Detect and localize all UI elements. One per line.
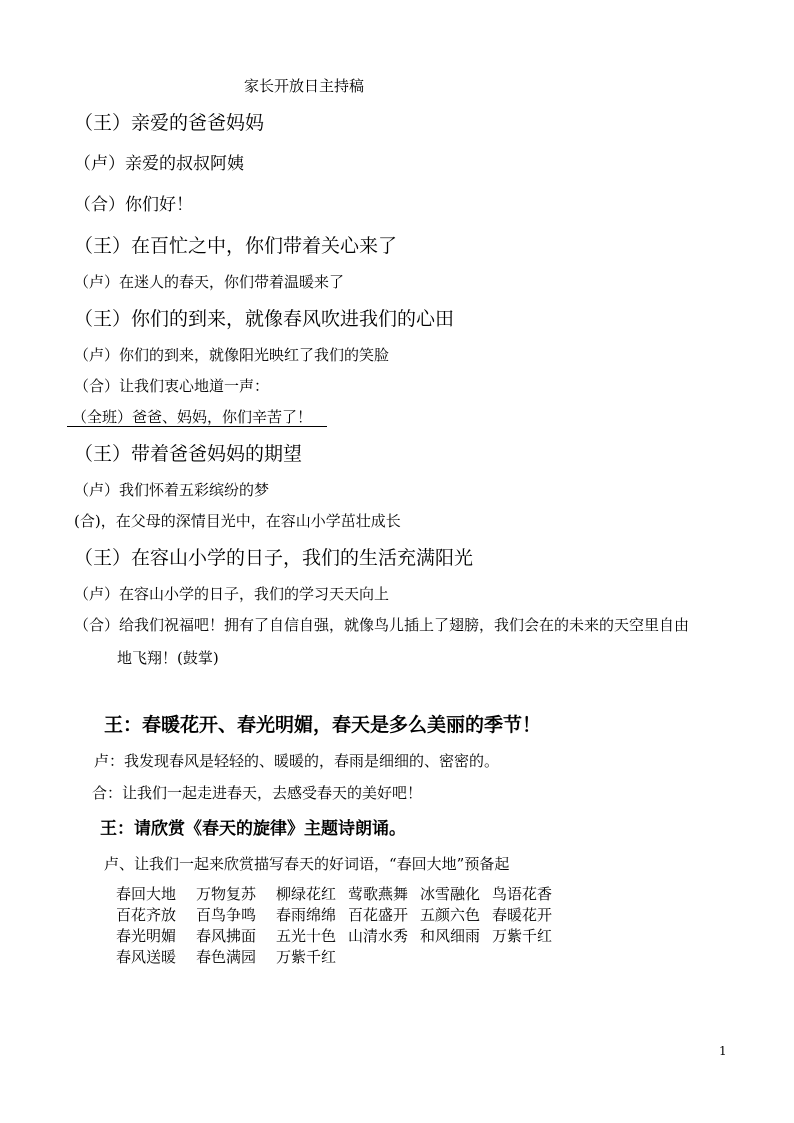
word-item: 春色满园 — [196, 948, 257, 966]
word-item: 冰雪融化 — [420, 885, 481, 903]
line-wang-1: （王）亲爱的爸爸妈妈 — [74, 112, 265, 134]
word-item: 和风细雨 — [420, 927, 481, 945]
line-wang-2: （王）在百忙之中，你们带着关心来了 — [74, 235, 398, 257]
page-title: 家长开放日主持稿 — [244, 77, 365, 95]
word-item: 万紫千红 — [276, 948, 337, 966]
word-item: 春风送暖 — [116, 948, 177, 966]
spring-words-grid — [116, 883, 564, 967]
word-item: 百花盛开 — [348, 906, 409, 924]
part2-wang-1: 王：春暖花开、春光明媚，春天是多么美丽的季节！ — [104, 714, 542, 736]
line-he-4-cont: 地飞翔！(鼓掌) — [117, 649, 219, 667]
word-item: 万紫千红 — [492, 927, 553, 945]
underline-rule — [67, 426, 327, 427]
word-item: 五光十色 — [276, 927, 337, 945]
line-lu-5: （卢）在容山小学的日子，我们的学习天天向上 — [74, 585, 390, 603]
word-item: 百鸟争鸣 — [196, 906, 257, 924]
part2-wang-2: 王：请欣赏《春天的旋律》主题诗朗诵。 — [100, 819, 406, 839]
part2-he-1: 合：让我们一起走进春天，去感受春天的美好吧！ — [92, 784, 423, 802]
part2-lu-1: 卢：我发现春风是轻轻的、暖暖的，春雨是细细的、密密的。 — [94, 752, 500, 770]
part2-lu-2: 卢、让我们一起来欣赏描写春天的好词语，“春回大地”预备起 — [104, 855, 510, 873]
word-item: 春雨绵绵 — [276, 906, 337, 924]
line-lu-2: （卢）在迷人的春天，你们带着温暖来了 — [74, 273, 345, 291]
word-row — [116, 883, 564, 904]
line-wang-5: （王）在容山小学的日子，我们的生活充满阳光 — [74, 547, 474, 569]
word-item: 柳绿花红 — [276, 885, 337, 903]
word-item: 万物复苏 — [196, 885, 257, 903]
word-row — [116, 946, 564, 967]
word-item: 百花齐放 — [116, 906, 177, 924]
line-wang-3: （王）你们的到来，就像春风吹进我们的心田 — [74, 308, 455, 330]
word-item: 春光明媚 — [116, 927, 177, 945]
line-he-1: （合）你们好！ — [74, 195, 193, 215]
line-class: （全班）爸爸、妈妈，你们辛苦了！ — [72, 408, 313, 426]
line-lu-4: （卢）我们怀着五彩缤纷的梦 — [74, 481, 270, 499]
line-lu-3: （卢）你们的到来，就像阳光映红了我们的笑脸 — [74, 346, 390, 364]
word-item: 莺歌燕舞 — [348, 885, 409, 903]
word-item: 春风拂面 — [196, 927, 257, 945]
word-item: 鸟语花香 — [492, 885, 553, 903]
word-item: 春回大地 — [116, 885, 177, 903]
word-row — [116, 925, 564, 946]
line-wang-4: （王）带着爸爸妈妈的期望 — [74, 443, 303, 465]
line-he-4: （合）给我们祝福吧！拥有了自信自强，就像鸟儿插上了翅膀，我们会在的未来的天空里自由 — [74, 616, 690, 634]
word-item: 五颜六色 — [420, 906, 481, 924]
word-row — [116, 904, 564, 925]
line-he-3: (合)，在父母的深情目光中，在容山小学茁壮成长 — [74, 512, 401, 530]
line-he-2: （合）让我们衷心地道一声： — [74, 377, 270, 395]
line-lu-1: （卢）亲爱的叔叔阿姨 — [74, 154, 244, 174]
page-number: 1 — [719, 1044, 727, 1058]
word-item: 春暖花开 — [492, 906, 553, 924]
word-item: 山清水秀 — [348, 927, 409, 945]
